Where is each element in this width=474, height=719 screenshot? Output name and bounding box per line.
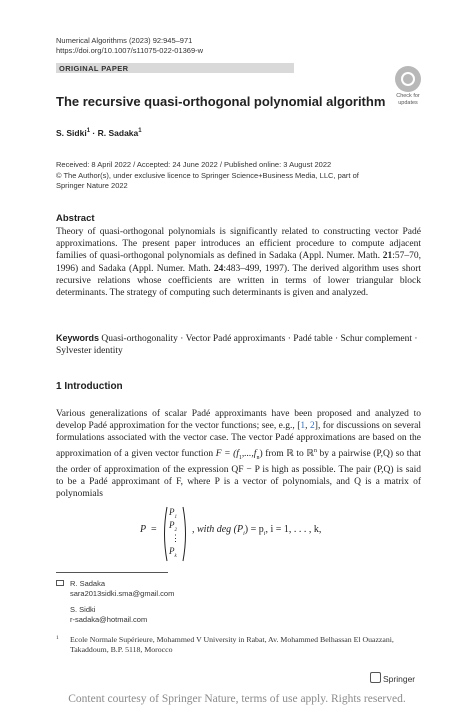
- badge-text-1: Check for: [396, 93, 420, 99]
- author2-name: S. Sidki: [70, 605, 96, 614]
- intro-math-2: ,...,f: [241, 448, 257, 459]
- paper-title: The recursive quasi-orthogonal polynomial algorithm: [56, 94, 386, 109]
- check-for-updates-badge[interactable]: [390, 66, 426, 106]
- badge-text-2: updates: [398, 100, 418, 106]
- author2-email[interactable]: r-sadaka@hotmail.com: [70, 615, 148, 624]
- citation-link-2[interactable]: 2: [310, 421, 315, 432]
- citation-link-1[interactable]: 1: [300, 421, 306, 432]
- publication-info: [56, 160, 386, 192]
- abstract-part-3: :483–499, 1997). The derived algorithm uses short recursive relations whose coefficients are written in terms of lower triangular block determinants. The strategy of computing such determinants is given and analyzed.: [56, 263, 422, 299]
- journal-citation: [56, 36, 203, 56]
- abstract-vol-2: 24: [213, 263, 224, 274]
- abstract-vol-1: 21: [382, 251, 393, 262]
- intro-text-1: Various generalizations of scalar Padé approximants have been proposed and analyzed to develop Padé approximation for the vector functions; see, e.g., [: [56, 409, 421, 432]
- refresh-icon: [395, 66, 421, 92]
- affiliation-footnote: [56, 635, 426, 655]
- section-heading: 1 Introduction: [56, 381, 123, 392]
- eq-vec-item-1: $P_1$: [169, 507, 177, 520]
- keywords-text: Quasi-orthogonality · Vector Padé approximants · Padé table · Schur complement · Sylvester identity: [56, 334, 418, 357]
- abstract-part-2: :57–70, 1996) and Sadaka (Appl. Numer. Math.: [56, 251, 421, 274]
- author-1-affil: 1: [86, 128, 91, 135]
- eq-vec-item-2: $P_2$: [169, 520, 177, 533]
- eq-vec-item-k: $P_k$: [169, 546, 177, 559]
- keywords-label: Keywords: [56, 333, 100, 343]
- author-2-affil: 1: [138, 128, 142, 135]
- eq-vec-dots: ⋮: [171, 533, 180, 543]
- intro-math-1: F = (f: [215, 448, 239, 459]
- author-separator[interactable]: · R. Sadaka: [90, 128, 139, 138]
- eq-vector: [162, 506, 188, 562]
- contact-email[interactable]: sara2013sidki.sma@gmail.com: [70, 589, 175, 598]
- publication-dates: Received: 8 April 2022 / Accepted: 24 June 2022 / Published online: 3 August 2022: [56, 160, 332, 169]
- keywords: [56, 332, 421, 357]
- eq-condition: , with deg $(P_i) = p_i$, i = 1, . . . , k,: [192, 524, 322, 537]
- equation: [140, 506, 400, 566]
- publisher-logo: [370, 672, 415, 684]
- affiliation-number: 1: [56, 635, 59, 641]
- intro-text-4: by a pairwise (P,Q) so that the order of approximation of the expression QF − P is high as possible. The pair (P,Q) is said to be a Padé approximant of F, where P is a vector of polynomials, and Q is a matrix of polynomials: [56, 448, 421, 500]
- springer-horse-icon: [370, 672, 381, 683]
- correspondence-block: [56, 579, 174, 625]
- publisher-name: Springer: [383, 674, 416, 684]
- contact-name: R. Sadaka: [70, 579, 106, 588]
- abstract-heading: Abstract: [56, 213, 95, 224]
- abstract-text: [56, 226, 421, 299]
- journal-volume: Numerical Algorithms (2023) 92:945–971: [56, 36, 193, 45]
- author-1[interactable]: S. Sidki: [56, 128, 87, 138]
- intro-paragraph: Various generalizations of scalar Padé approximants have been proposed and analyzed to develop Padé approximation for the vector functions; see, e.g., [1, 2], for discussions on several formulations associated with the vector case. The vector Padé approximations are based on the approximation of a given vector function $F = (f_1,...,f_n)$ from ℝ to ℝ$^n$ by a pairwise (P,Q) so that the order of approximation of the expression QF − P is high as possible. The pair (P,Q) is said to be a Padé approximant of F, where P is a vector of polynomials, and Q is a matrix of polynomials: [56, 409, 421, 500]
- intro-text-3: ], for discussions on several formulations associated with the vector case. The vector Padé approximations are based on the approximation of a given vector function: [56, 421, 421, 459]
- eq-lhs: P: [140, 524, 147, 535]
- author-list: [56, 128, 142, 138]
- copyright-line: © The Author(s), under exclusive licence to Springer Science+Business Media, LLC, part of Springer Nature 2022: [56, 170, 359, 190]
- intro-math-3: ) from ℝ to ℝ: [259, 448, 314, 459]
- eq-equals: =: [151, 524, 157, 535]
- intro-text-2: ,: [305, 421, 311, 432]
- affiliation-text: Ecole Normale Supérieure, Mohammed V University in Rabat, Av. Mohammed Belhassan El Ouazzani, Takaddoum, B.P. 5118, Morocco: [70, 635, 394, 654]
- abstract-part-1: Theory of quasi-orthogonal polynomials is significantly related to constructing vector Padé approximations. The present paper introduces an efficient procedure to compute adjacent families of quasi-orthogonal polynomials as defined in Sadaka (Appl. Numer. Math.: [56, 227, 421, 262]
- envelope-icon: [56, 580, 64, 586]
- doi-link[interactable]: https://doi.org/10.1007/s11075-022-01369-w: [56, 46, 204, 55]
- courtesy-notice: Content courtesy of Springer Nature, terms of use apply. Rights reserved.: [68, 693, 406, 705]
- footnote-rule: [56, 572, 168, 573]
- article-type-label: ORIGINAL PAPER: [59, 64, 129, 73]
